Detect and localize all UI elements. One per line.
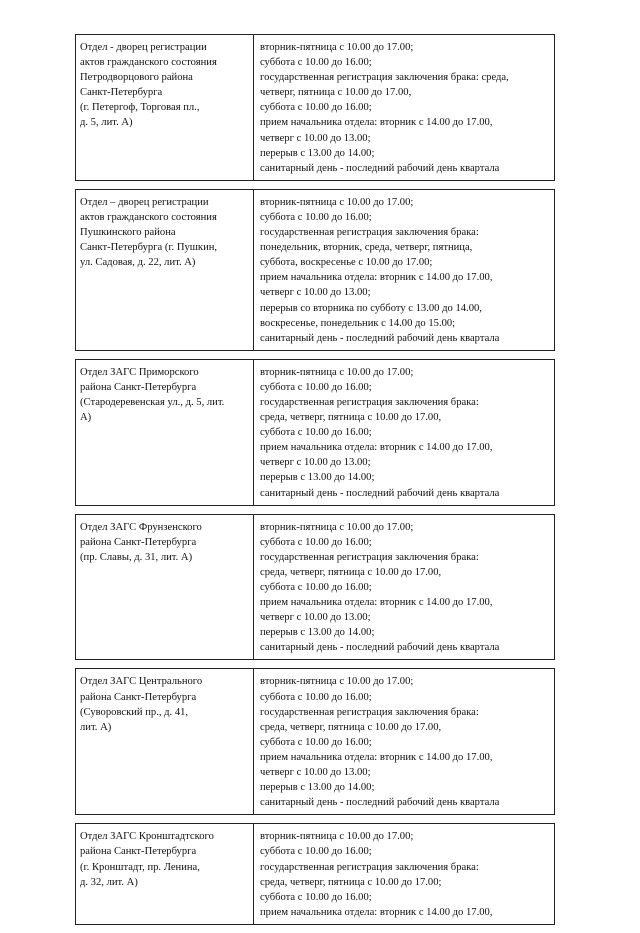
schedule-line: прием начальника отдела: вторник с 14.00 до 17.00,	[260, 442, 493, 454]
office-name-cell	[76, 669, 254, 814]
office-row	[75, 34, 555, 181]
schedule-line: суббота с 10.00 до 16.00;	[260, 891, 372, 903]
schedule-line: санитарный день - последний рабочий день квартала	[260, 642, 500, 654]
office-name-cell	[76, 35, 254, 180]
schedule-line: вторник-пятница с 10.00 до 17.00;	[260, 521, 414, 533]
schedule-line: четверг, пятница с 10.00 до 17.00,	[260, 87, 412, 99]
office-address-line: (пр. Славы, д. 31, лит. А)	[80, 551, 193, 563]
office-address-line: (г. Кронштадт, пр. Ленина,	[80, 861, 200, 873]
office-name-line: района Санкт-Петербурга	[80, 381, 197, 393]
office-name-line: Петродворцового района	[80, 72, 193, 84]
schedule-line: среда, четверг, пятница с 10.00 до 17.00,	[260, 721, 442, 733]
office-address-line: д. 5, лит. А)	[80, 117, 133, 129]
schedule-line: вторник-пятница с 10.00 до 17.00;	[260, 196, 414, 208]
schedule-line: четверг с 10.00 до 13.00;	[260, 612, 371, 624]
schedule-line: санитарный день - последний рабочий день квартала	[260, 162, 500, 174]
office-name-line: Отдел ЗАГС Кронштадтского	[80, 831, 214, 843]
schedule-line: государственная регистрация заключения брака: среда,	[260, 72, 509, 84]
schedule-line: санитарный день - последний рабочий день квартала	[260, 332, 500, 344]
office-address-line: (Суворовский пр., д. 41,	[80, 706, 189, 718]
schedule-line: государственная регистрация заключения брака:	[260, 227, 479, 239]
schedule-line: государственная регистрация заключения брака:	[260, 861, 479, 873]
schedule-line: перерыв с 13.00 до 14.00;	[260, 147, 375, 159]
office-schedule-cell	[254, 824, 554, 924]
office-name-cell	[76, 515, 254, 660]
office-name-line: актов гражданского состояния	[80, 211, 217, 223]
schedule-line: четверг с 10.00 до 13.00;	[260, 767, 371, 779]
office-address-line: лит. А)	[80, 721, 112, 733]
schedule-line: вторник-пятница с 10.00 до 17.00;	[260, 676, 414, 688]
schedule-line: среда, четверг, пятница с 10.00 до 17.00,	[260, 566, 442, 578]
office-address-line: А)	[80, 412, 92, 424]
schedule-line: суббота, воскресенье с 10.00 до 17.00;	[260, 257, 433, 269]
office-row	[75, 514, 555, 661]
schedule-line: суббота с 10.00 до 16.00;	[260, 427, 372, 439]
schedule-line: санитарный день - последний рабочий день квартала	[260, 797, 500, 809]
schedule-line: перерыв со вторника по субботу с 13.00 до 14.00,	[260, 302, 482, 314]
schedule-line: перерыв с 13.00 до 14.00;	[260, 472, 375, 484]
office-schedule-cell	[254, 35, 554, 180]
schedule-line: суббота с 10.00 до 16.00;	[260, 381, 372, 393]
office-name-line: Отдел ЗАГС Приморского	[80, 366, 199, 378]
schedule-line: суббота с 10.00 до 16.00;	[260, 736, 372, 748]
schedule-line: прием начальника отдела: вторник с 14.00 до 17.00,	[260, 272, 493, 284]
office-name-line: актов гражданского состояния	[80, 57, 217, 69]
office-name-line: Отдел – дворец регистрации	[80, 196, 209, 208]
office-name-cell	[76, 190, 254, 350]
schedule-line: государственная регистрация заключения брака:	[260, 551, 479, 563]
office-name-cell	[76, 360, 254, 505]
schedule-table	[75, 34, 555, 933]
office-address-line: (Стародеревенская ул., д. 5, лит.	[80, 396, 225, 408]
schedule-line: прием начальника отдела: вторник с 14.00 до 17.00,	[260, 751, 493, 763]
schedule-line: четверг с 10.00 до 13.00;	[260, 457, 371, 469]
schedule-line: суббота с 10.00 до 16.00;	[260, 211, 372, 223]
schedule-line: санитарный день - последний рабочий день квартала	[260, 487, 500, 499]
schedule-line: суббота с 10.00 до 16.00;	[260, 691, 372, 703]
office-row	[75, 359, 555, 506]
office-address-line: ул. Садовая, д. 22, лит. А)	[80, 257, 196, 269]
office-row	[75, 189, 555, 351]
schedule-line: суббота с 10.00 до 16.00;	[260, 102, 372, 114]
office-name-line: Пушкинского района	[80, 227, 176, 239]
schedule-line: суббота с 10.00 до 16.00;	[260, 846, 372, 858]
schedule-line: среда, четверг, пятница с 10.00 до 17.00,	[260, 412, 442, 424]
schedule-line: вторник-пятница с 10.00 до 17.00;	[260, 831, 414, 843]
schedule-line: суббота с 10.00 до 16.00;	[260, 536, 372, 548]
schedule-line: вторник-пятница с 10.00 до 17.00;	[260, 42, 414, 53]
office-address-line: (г. Петергоф, Торговая пл.,	[80, 102, 200, 114]
office-row	[75, 823, 555, 925]
office-name-line: района Санкт-Петербурга	[80, 691, 197, 703]
schedule-line: прием начальника отдела: вторник с 14.00 до 17.00,	[260, 906, 493, 918]
office-name-line: района Санкт-Петербурга	[80, 846, 197, 858]
schedule-line: понедельник, вторник, среда, четверг, пятница,	[260, 242, 473, 254]
office-address-line: д. 32, лит. А)	[80, 876, 138, 888]
office-name-line: Отдел ЗАГС Фрунзенского	[80, 521, 202, 533]
office-row	[75, 668, 555, 815]
office-name-cell	[76, 824, 254, 924]
office-name-line: Отдел ЗАГС Центрального	[80, 676, 203, 688]
schedule-line: воскресенье, понедельник с 14.00 до 15.00;	[260, 317, 456, 329]
schedule-line: четверг с 10.00 до 13.00;	[260, 132, 371, 144]
schedule-line: суббота с 10.00 до 16.00;	[260, 582, 372, 593]
schedule-line: прием начальника отдела: вторник с 14.00 до 17.00,	[260, 117, 493, 129]
schedule-line: суббота с 10.00 до 16.00;	[260, 57, 372, 69]
office-schedule-cell	[254, 669, 554, 814]
schedule-line: перерыв с 13.00 до 14.00;	[260, 782, 375, 794]
office-name-line: Санкт-Петербурга	[80, 87, 163, 99]
schedule-line: вторник-пятница с 10.00 до 17.00;	[260, 366, 414, 378]
office-name-line: района Санкт-Петербурга	[80, 536, 197, 548]
office-schedule-cell	[254, 190, 554, 350]
office-schedule-cell	[254, 515, 554, 660]
office-name-line: Отдел - дворец регистрации	[80, 42, 207, 53]
schedule-line: государственная регистрация заключения брака:	[260, 396, 479, 408]
schedule-line: прием начальника отдела: вторник с 14.00 до 17.00,	[260, 597, 493, 609]
office-schedule-cell	[254, 360, 554, 505]
schedule-line: государственная регистрация заключения брака:	[260, 706, 479, 718]
office-name-line: Санкт-Петербурга (г. Пушкин,	[80, 242, 218, 254]
schedule-line: перерыв с 13.00 до 14.00;	[260, 627, 375, 639]
schedule-line: среда, четверг, пятница с 10.00 до 17.00;	[260, 876, 442, 888]
schedule-line: четверг с 10.00 до 13.00;	[260, 287, 371, 299]
